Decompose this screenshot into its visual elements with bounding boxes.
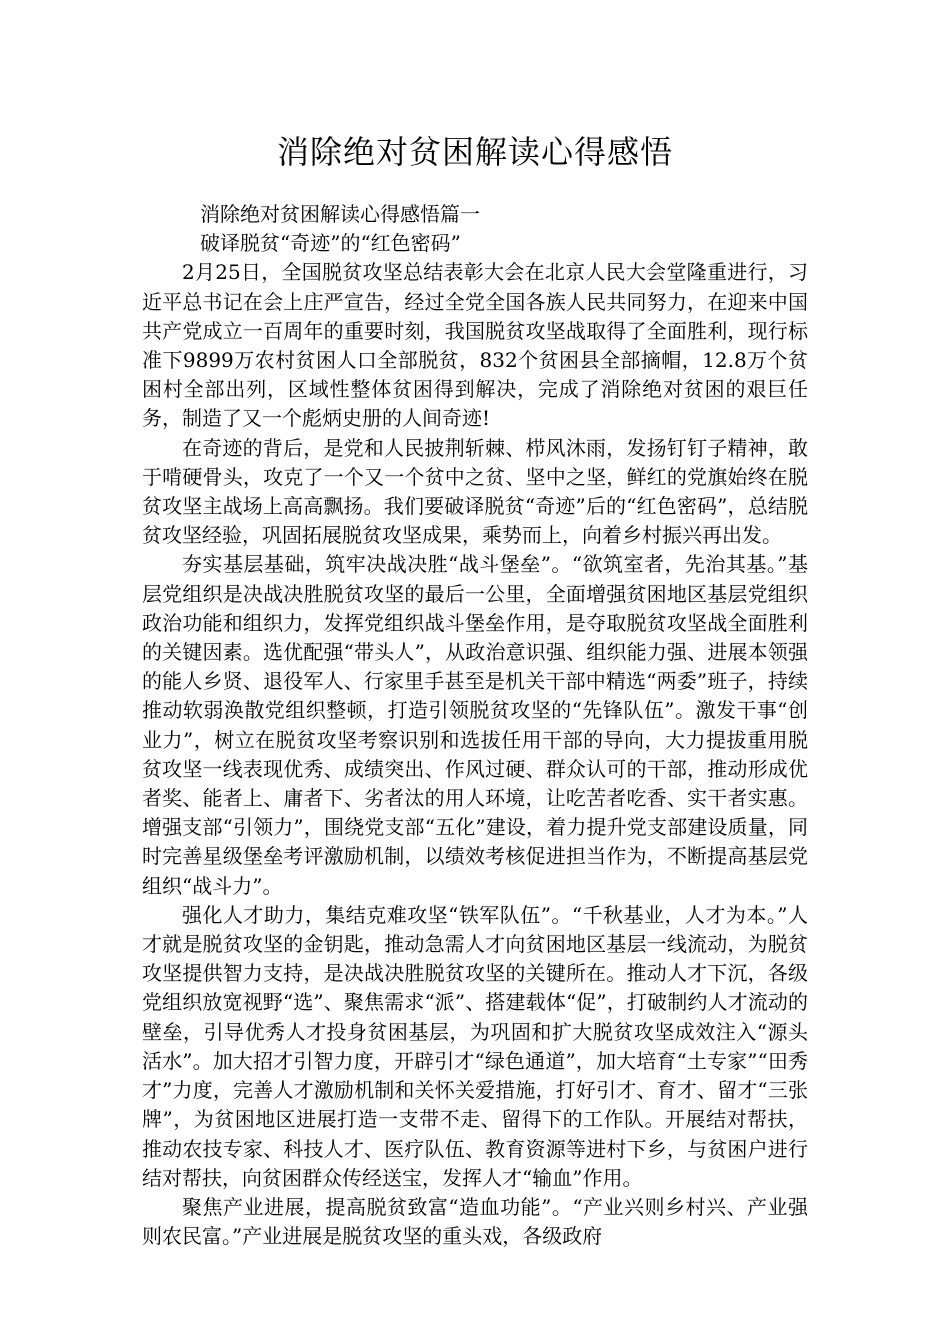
- paragraph-3: 夯实基层基础，筑牢决战决胜“战斗堡垒”。“欲筑室者，先治其基。”基层党组织是决战决胜脱贫攻坚的最后一公里，全面增强贫困地区基层党组织政治功能和组织力，发挥党组织战斗堡垒作用，是夺取脱贫攻坚战全面胜利的关键因素。选优配强“带头人”，从政治意识强、组织能力强、进展本领强的能人乡贤、退役军人、行家里手甚至是机关干部中精选“两委”班子，持续推动软弱涣散党组织整顿，打造引领脱贫攻坚的“先锋队伍”。激发干事“创业力”，树立在脱贫攻坚考察识别和选拔任用干部的导向，大力提拔重用脱贫攻坚一线表现优秀、成绩突出、作风过硬、群众认可的干部，推动形成优者奖、能者上、庸者下、劣者汰的用人环境，让吃苦者吃香、实干者实惠。增强支部“引领力”，围绕党支部“五化”建设，着力提升党支部建设质量，同时完善星级堡垒考评激励机制，以绩效考核促进担当作为，不断提高基层党组织“战斗力”。: [142, 552, 808, 898]
- paragraph-1: 2月25日，全国脱贫攻坚总结表彰大会在北京人民大会堂隆重进行，习近平总书记在会上庄严宣告，经过全党全国各族人民共同努力，在迎来中国共产党成立一百周年的重要时刻，我国脱贫攻坚战取得了全面胜利，现行标准下9899万农村贫困人口全部脱贫，832个贫困县全部摘帽，12.8万个贫困村全部出列，区域性整体贫困得到解决，完成了消除绝对贫困的艰巨任务，制造了又一个彪炳史册的人间奇迹!: [142, 260, 808, 431]
- paragraph-5: 聚焦产业进展，提高脱贫致富“造血功能”。“产业兴则乡村兴、产业强则农民富。”产业进展是脱贫攻坚的重头戏，各级政府: [142, 1194, 808, 1249]
- document-subtitle: 消除绝对贫困解读心得感悟篇一: [200, 202, 480, 226]
- paragraph-2: 在奇迹的背后，是党和人民披荆斩棘、栉风沐雨，发扬钉钉子精神，敢于啃硬骨头，攻克了一个又一个贫中之贫、坚中之坚，鲜红的党旗始终在脱贫攻坚主战场上高高飘扬。我们要破译脱贫“奇迹”后的“红色密码”，总结脱贫攻坚经验，巩固拓展脱贫攻坚成果，乘势而上，向着乡村振兴再出发。: [142, 435, 808, 548]
- section-heading: 破译脱贫“奇迹”的“红色密码”: [200, 231, 461, 256]
- paragraph-4: 强化人才助力，集结克难攻坚“铁军队伍”。“千秋基业，人才为本。”人才就是脱贫攻坚的金钥匙，推动急需人才向贫困地区基层一线流动，为脱贫攻坚提供智力支持，是决战决胜脱贫攻坚的关键所在。推动人才下沉，各级党组织放宽视野“选”、聚焦需求“派”、搭建载体“促”，打破制约人才流动的壁垒，引导优秀人才投身贫困基层，为巩固和扩大脱贫攻坚成效注入“源头活水”。加大招才引智力度，开辟引才“绿色通道”，加大培育“土专家”“田秀才”力度，完善人才激励机制和关怀关爱措施，打好引才、育才、留才“三张牌”，为贫困地区进展打造一支带不走、留得下的工作队。开展结对帮扶，推动农技专家、科技人才、医疗队伍、教育资源等进村下乡，与贫困户进行结对帮扶，向贫困群众传经送宝，发挥人才“输血”作用。: [142, 902, 808, 1190]
- document-title: 消除绝对贫困解读心得感悟: [276, 133, 673, 171]
- document-body: [142, 200, 808, 1251]
